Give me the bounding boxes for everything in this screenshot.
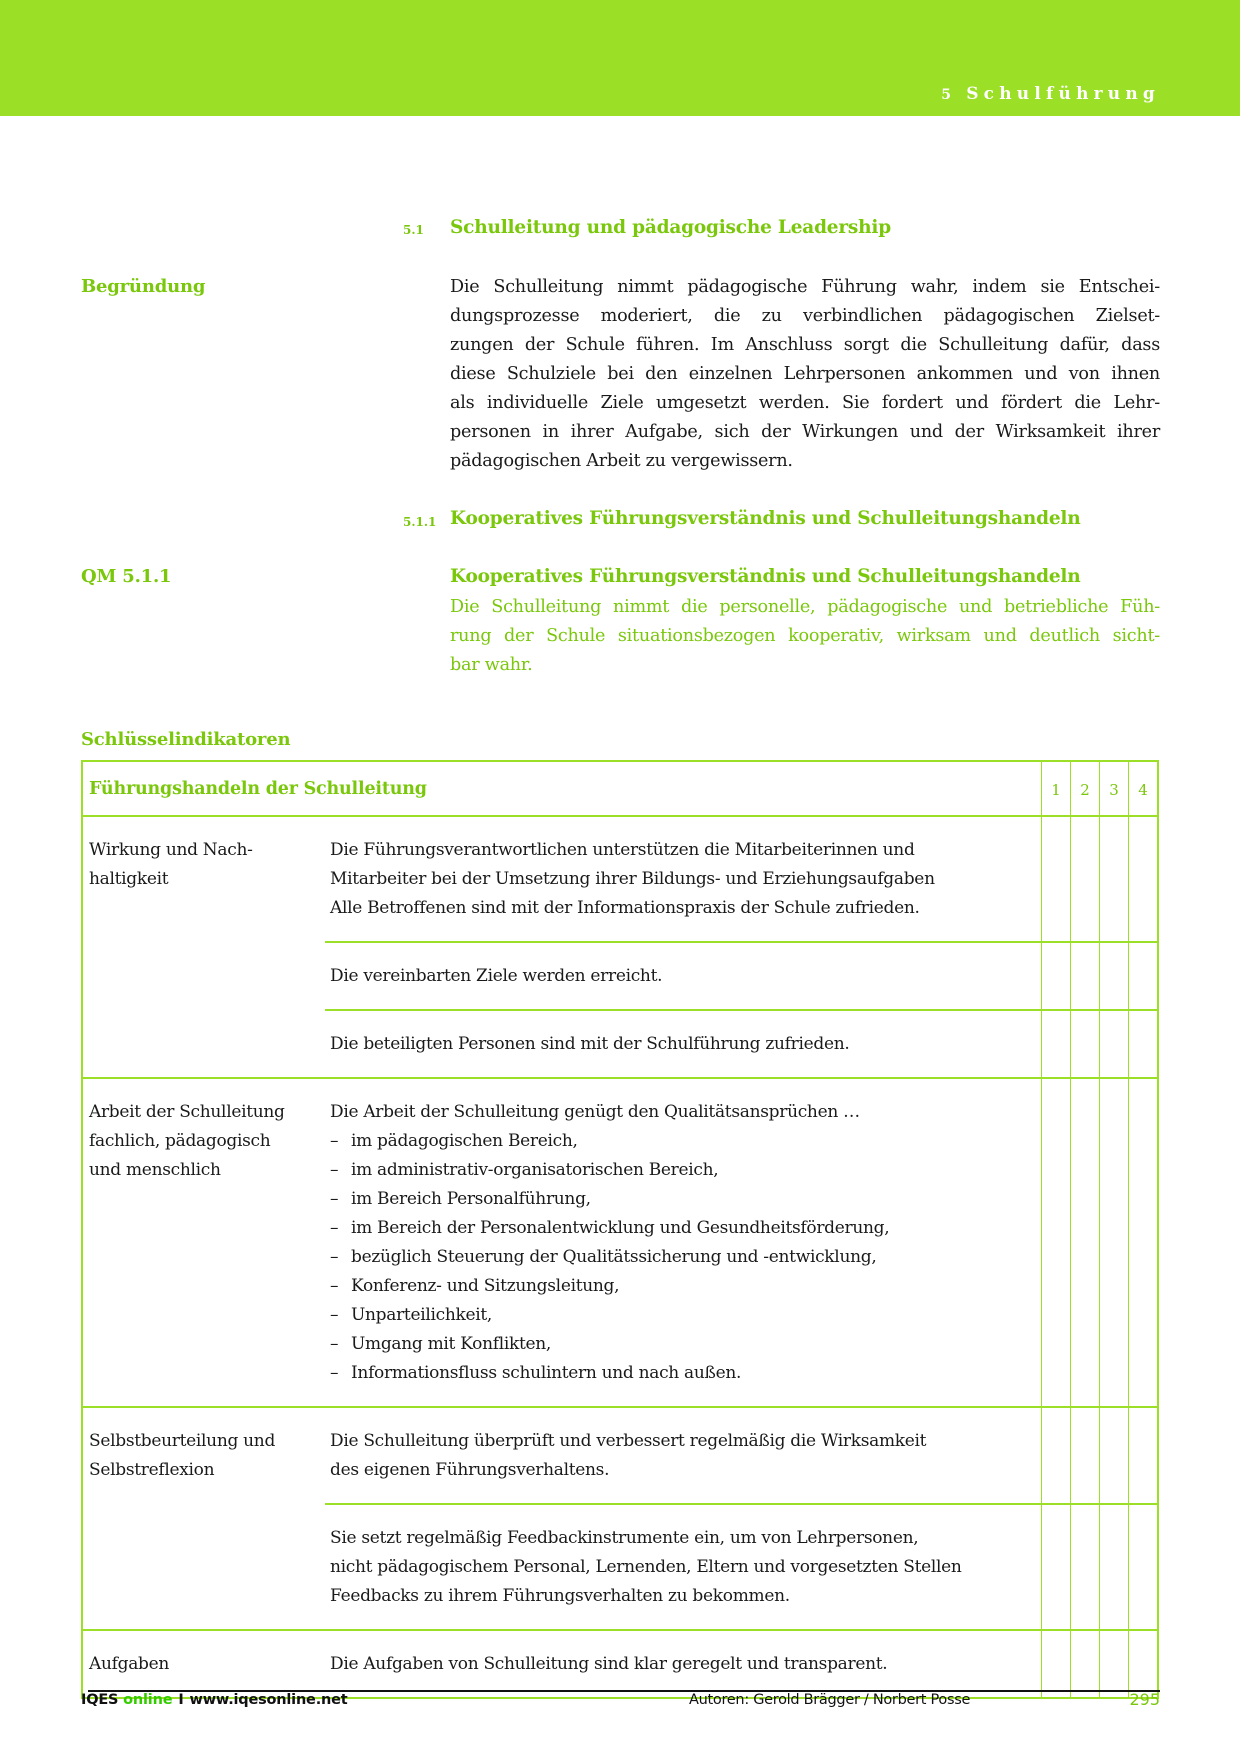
table-row <box>325 1009 1157 1077</box>
category-line: Wirkung und Nach- <box>89 840 253 860</box>
begruendung-text <box>450 273 1160 476</box>
score-cell-2[interactable] <box>1070 1631 1099 1697</box>
brand-accent: online <box>123 1692 173 1708</box>
score-cell-1[interactable] <box>1041 1011 1070 1077</box>
score-cell-1[interactable] <box>1041 1505 1070 1629</box>
category-line: Arbeit der Schulleitung <box>89 1102 285 1122</box>
score-cell-1[interactable] <box>1041 1408 1070 1503</box>
indicator-line: Die Aufgaben von Schulleitung sind klar geregelt und transparent. <box>330 1654 888 1674</box>
indicator-line: des eigenen Führungsverhaltens. <box>330 1460 610 1480</box>
table-row <box>325 941 1157 1009</box>
score-cell-4[interactable] <box>1128 1011 1157 1077</box>
table-header-row <box>83 762 1157 817</box>
score-cell-2[interactable] <box>1070 943 1099 1009</box>
text-line: Die Schulleitung nimmt die personelle, pädagogische und betriebliche Füh- <box>450 597 1160 617</box>
qm-label: QM 5.1.1 <box>81 566 172 587</box>
score-cell-1[interactable] <box>1041 817 1070 941</box>
indicator-group <box>83 817 1157 1079</box>
indicator-items <box>325 1079 1157 1406</box>
section-title: Schulleitung und pädagogische Leadership <box>450 217 891 238</box>
indicator-category <box>83 1631 325 1697</box>
score-cell-3[interactable] <box>1099 1505 1128 1629</box>
score-cell-4[interactable] <box>1128 1408 1157 1503</box>
table-title: Führungshandeln der Schulleitung <box>89 779 427 799</box>
indicator-bullet: – im pädagogischen Bereich, <box>330 1127 1041 1156</box>
indicator-line: Die Führungsverantwortlichen unterstützen die Mitarbeiterinnen und <box>330 840 915 860</box>
score-header-3: 3 <box>1099 762 1128 815</box>
score-cell-4[interactable] <box>1128 1079 1157 1406</box>
chapter-name: Schulführung <box>966 84 1160 104</box>
footer-authors: Autoren: Gerold Brägger / Norbert Posse <box>689 1692 971 1708</box>
page-footer <box>81 1692 1160 1714</box>
score-cell-2[interactable] <box>1070 1408 1099 1503</box>
indicator-text <box>325 1011 1041 1077</box>
category-line: Selbstreflexion <box>89 1460 215 1480</box>
category-line: Selbstbeurteilung und <box>89 1431 276 1451</box>
table-row <box>325 1079 1157 1406</box>
score-cell-3[interactable] <box>1099 943 1128 1009</box>
indicator-text <box>325 817 1041 941</box>
indicator-group <box>83 1408 1157 1631</box>
indicator-text <box>325 1631 1041 1697</box>
score-cell-2[interactable] <box>1070 1505 1099 1629</box>
text-line: pädagogischen Arbeit zu vergewissern. <box>450 451 793 471</box>
qm-title: Kooperatives Führungsverständnis und Schulleitungshandeln <box>450 566 1081 587</box>
begruendung-label: Begründung <box>81 276 206 297</box>
indicator-items <box>325 1408 1157 1629</box>
indicator-line: Mitarbeiter bei der Umsetzung ihrer Bildungs- und Erziehungsaufgaben <box>330 869 935 889</box>
text-line: diese Schulziele bei den einzelnen Lehrpersonen ankommen und von ihnen <box>450 364 1160 384</box>
indicator-category <box>83 1079 325 1406</box>
text-line: zungen der Schule führen. Im Anschluss sorgt die Schulleitung dafür, dass <box>450 335 1160 355</box>
category-line: Aufgaben <box>89 1654 170 1674</box>
chapter-number: 5 <box>941 87 957 103</box>
score-header-4: 4 <box>1128 762 1157 815</box>
score-header-2: 2 <box>1070 762 1099 815</box>
table-row <box>325 1631 1157 1697</box>
text-line: personen in ihrer Aufgabe, sich der Wirkungen und der Wirksamkeit ihrer <box>450 422 1160 442</box>
category-line: haltigkeit <box>89 869 169 889</box>
table-row <box>325 1503 1157 1629</box>
indicator-line: Die Arbeit der Schulleitung genügt den Qualitätsansprüchen … <box>330 1102 860 1122</box>
indicator-category <box>83 817 325 1077</box>
score-cell-4[interactable] <box>1128 817 1157 941</box>
score-cell-4[interactable] <box>1128 943 1157 1009</box>
table-body <box>83 817 1157 1697</box>
indicator-line: Die Schulleitung überprüft und verbessert regelmäßig die Wirksamkeit <box>330 1431 927 1451</box>
score-cell-3[interactable] <box>1099 1079 1128 1406</box>
text-line: als individuelle Ziele umgesetzt werden. Sie fordert und fördert die Lehr- <box>450 393 1160 413</box>
category-line: fachlich, pädagogisch <box>89 1131 271 1151</box>
indicator-table <box>81 760 1159 1699</box>
qm-text <box>450 593 1160 680</box>
score-cell-4[interactable] <box>1128 1505 1157 1629</box>
score-cell-2[interactable] <box>1070 1079 1099 1406</box>
indicator-text <box>325 1408 1041 1503</box>
indicators-label: Schlüsselindikatoren <box>81 729 291 750</box>
score-cell-1[interactable] <box>1041 1079 1070 1406</box>
section-number: 5.1 <box>403 223 424 237</box>
page-number: 295 <box>1129 1690 1160 1709</box>
score-cell-4[interactable] <box>1128 1631 1157 1697</box>
indicator-text <box>325 943 1041 1009</box>
score-header-1: 1 <box>1041 762 1070 815</box>
table-row <box>325 1408 1157 1503</box>
indicator-bullet: – bezüglich Steuerung der Qualitätssicherung und -entwicklung, <box>330 1243 1041 1272</box>
indicator-bullet: – Unparteilichkeit, <box>330 1301 1041 1330</box>
indicator-line: Sie setzt regelmäßig Feedbackinstrumente ein, um von Lehrpersonen, <box>330 1528 919 1548</box>
score-cell-3[interactable] <box>1099 817 1128 941</box>
indicator-items <box>325 1631 1157 1697</box>
footer-brand <box>81 1692 348 1708</box>
text-line: Die Schulleitung nimmt pädagogische Führung wahr, indem sie Entschei- <box>450 277 1160 297</box>
website-link[interactable]: www.iqesonline.net <box>189 1692 348 1708</box>
category-line: und menschlich <box>89 1160 221 1180</box>
indicator-line: Die beteiligten Personen sind mit der Schulführung zufrieden. <box>330 1034 850 1054</box>
score-cell-2[interactable] <box>1070 1011 1099 1077</box>
indicator-line: Die vereinbarten Ziele werden erreicht. <box>330 966 663 986</box>
indicator-bullet: – Umgang mit Konflikten, <box>330 1330 1041 1359</box>
indicator-line: Feedbacks zu ihrem Führungsverhalten zu bekommen. <box>330 1586 790 1606</box>
brand-separator: I <box>178 1692 184 1708</box>
indicator-items <box>325 817 1157 1077</box>
indicator-bullet: – Konferenz- und Sitzungsleitung, <box>330 1272 1041 1301</box>
chapter-header-bar <box>0 0 1240 116</box>
score-cell-1[interactable] <box>1041 943 1070 1009</box>
brand-main: IQES <box>81 1692 119 1708</box>
table-row <box>325 817 1157 941</box>
score-cell-3[interactable] <box>1099 1408 1128 1503</box>
indicator-text <box>325 1505 1041 1629</box>
indicator-category <box>83 1408 325 1629</box>
indicator-line: nicht pädagogischem Personal, Lernenden, Eltern und vorgesetzten Stellen <box>330 1557 962 1577</box>
text-line: rung der Schule situationsbezogen kooperativ, wirksam und deutlich sicht- <box>450 626 1160 646</box>
subsection-number: 5.1.1 <box>403 515 437 529</box>
indicator-bullet: – im administrativ-organisatorischen Bereich, <box>330 1156 1041 1185</box>
indicator-bullet: – im Bereich Personalführung, <box>330 1185 1041 1214</box>
indicator-group <box>83 1631 1157 1697</box>
indicator-bullet: – im Bereich der Personalentwicklung und Gesundheitsförderung, <box>330 1214 1041 1243</box>
text-line: bar wahr. <box>450 655 533 675</box>
chapter-title <box>941 84 1160 104</box>
indicator-text <box>325 1079 1041 1406</box>
score-cell-3[interactable] <box>1099 1011 1128 1077</box>
indicator-bullet: – Informationsfluss schulintern und nach außen. <box>330 1359 1041 1388</box>
indicator-line: Alle Betroffenen sind mit der Informationspraxis der Schule zufrieden. <box>330 898 920 918</box>
text-line: dungsprozesse moderiert, die zu verbindlichen pädagogischen Zielset- <box>450 306 1160 326</box>
score-cell-1[interactable] <box>1041 1631 1070 1697</box>
subsection-title: Kooperatives Führungsverständnis und Schulleitungshandeln <box>450 508 1081 529</box>
score-cell-2[interactable] <box>1070 817 1099 941</box>
indicator-group <box>83 1079 1157 1408</box>
score-cell-3[interactable] <box>1099 1631 1128 1697</box>
